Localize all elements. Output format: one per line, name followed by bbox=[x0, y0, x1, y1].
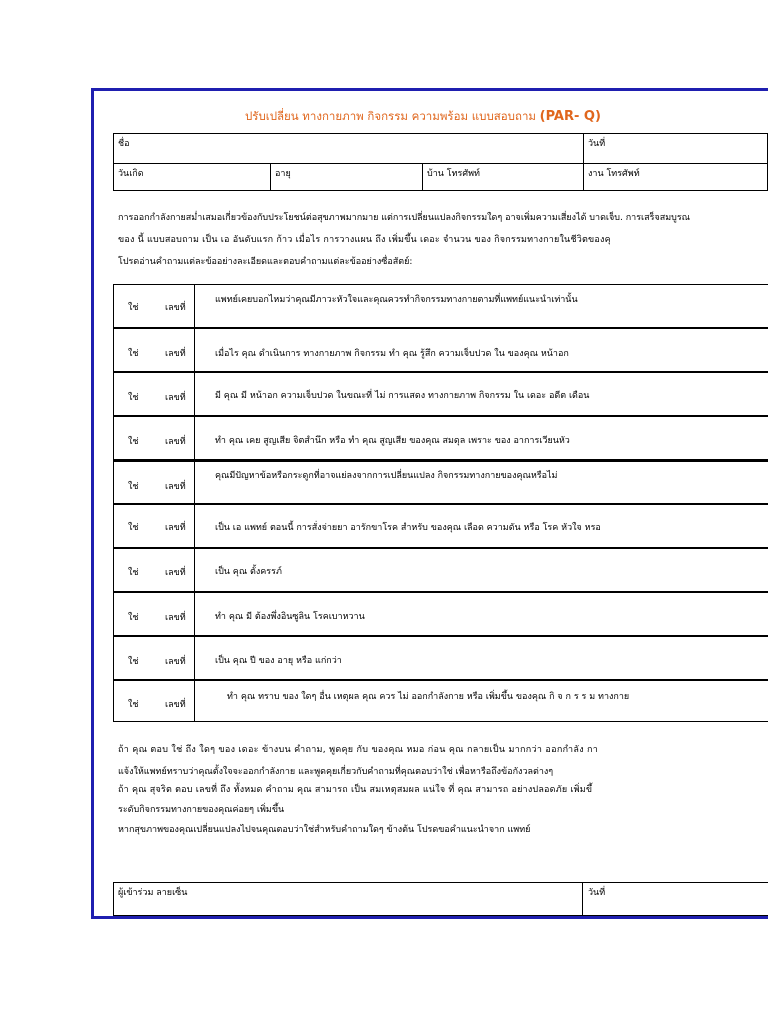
dob-label: วันเกิด bbox=[118, 169, 144, 179]
question-row bbox=[113, 548, 768, 592]
question-text: เป็น คุณ ตั้งครรภ์ bbox=[215, 567, 282, 577]
signature-label[interactable]: ผู้เข้าร่วม ลายเซ็น bbox=[118, 888, 188, 898]
yes-option[interactable]: ใช่ bbox=[128, 303, 139, 313]
header-table bbox=[113, 133, 768, 191]
no-option[interactable]: เลขที่ bbox=[165, 349, 186, 359]
yes-option[interactable]: ใช่ bbox=[128, 523, 139, 533]
question-text: ทำ คุณ เคย สูญเสีย จิตสำนึก หรือ ทำ คุณ สูญเสีย ของคุณ สมดุล เพราะ ของ อาการเวียนหัว bbox=[215, 436, 570, 446]
yes-option[interactable]: ใช่ bbox=[128, 437, 139, 447]
name-label: ชื่อ bbox=[118, 139, 130, 149]
dob-field[interactable] bbox=[114, 164, 271, 191]
question-text: ทำ คุณ มี ต้องพึ่งอินซูลิน โรคเบาหวาน bbox=[215, 612, 365, 622]
work-phone-label: งาน โทรศัพท์ bbox=[588, 169, 640, 179]
question-row bbox=[113, 592, 768, 636]
yes-option[interactable]: ใช่ bbox=[128, 568, 139, 578]
yes-option[interactable]: ใช่ bbox=[128, 700, 139, 710]
signature-row bbox=[113, 882, 768, 916]
title-code: (PAR- Q) bbox=[539, 109, 601, 124]
intro-line: ของ นี้ แบบสอบถาม เป็น เอ อันดับแรก ก้าว เมื่อไร การวางแผน ถึง เพิ่มขึ้น เดอะ จำนวน ของ กิจกรรมทางกายในชีวิตของคุ bbox=[118, 235, 611, 245]
intro-line: การออกกำลังกายสม่ำเสมอเกี่ยวข้องกับประโยชน์ต่อสุขภาพมากมาย แต่การเปลี่ยนแปลงกิจกรรมใดๆ อาจเพิ่มความเสี่ยงได้ บาดเจ็บ. การเสร็จสมบูรณ bbox=[118, 213, 691, 223]
no-option[interactable]: เลขที่ bbox=[165, 568, 186, 578]
intro-line: โปรดอ่านคำถามแต่ละข้ออย่างละเอียดและตอบคำถามแต่ละข้ออย่างซื่อสัตย์: bbox=[118, 257, 413, 267]
closing-line: แจ้งให้แพทย์ทราบว่าคุณตั้งใจจะออกกำลังกาย และพูดคุยเกี่ยวกับคำถามที่คุณตอบว่าใช่ เพื่อหารือถึงข้อกังวลต่างๆ bbox=[118, 767, 554, 777]
question-row bbox=[113, 460, 768, 504]
no-option[interactable]: เลขที่ bbox=[165, 613, 186, 623]
date-label: วันที่ bbox=[588, 139, 606, 149]
question-row bbox=[113, 372, 768, 416]
date-field[interactable] bbox=[584, 134, 768, 164]
question-row bbox=[113, 680, 768, 722]
signature-date-label[interactable]: วันที่ bbox=[588, 888, 606, 898]
question-row bbox=[113, 328, 768, 372]
yes-option[interactable]: ใช่ bbox=[128, 482, 139, 492]
no-option[interactable]: เลขที่ bbox=[165, 657, 186, 667]
title-text: ปรับเปลี่ยน ทางกายภาพ กิจกรรม ความพร้อม แบบสอบถาม bbox=[245, 109, 536, 123]
question-text: แพทย์เคยบอกไหมว่าคุณมีภาวะหัวใจและคุณควรทำกิจกรรมทางกายตามที่แพทย์แนะนำเท่านั้น bbox=[215, 295, 578, 305]
question-text: เป็น คุณ ปี ของ อายุ หรือ แก่กว่า bbox=[215, 656, 342, 666]
question-row bbox=[113, 504, 768, 548]
yes-option[interactable]: ใช่ bbox=[128, 613, 139, 623]
no-option[interactable]: เลขที่ bbox=[165, 523, 186, 533]
question-text: คุณมีปัญหาข้อหรือกระดูกที่อาจแย่ลงจากการเปลี่ยนแปลง กิจกรรมทางกายของคุณหรือไม่ bbox=[215, 471, 558, 481]
age-field[interactable] bbox=[271, 164, 423, 191]
no-option[interactable]: เลขที่ bbox=[165, 303, 186, 313]
no-option[interactable]: เลขที่ bbox=[165, 482, 186, 492]
work-phone-field[interactable] bbox=[584, 164, 768, 191]
closing-line: หากสุขภาพของคุณเปลี่ยนแปลงไปจนคุณตอบว่าใช่สำหรับคำถามใดๆ ข้างต้น โปรดขอคำแนะนำจาก แพทย์ bbox=[118, 825, 531, 835]
question-text: มี คุณ มี หน้าอก ความเจ็บปวด ในขณะที่ ไม่ การแสดง ทางกายภาพ กิจกรรม ใน เดอะ อดีต เดือน bbox=[215, 391, 590, 401]
closing-line: ระดับกิจกรรมทางกายของคุณค่อยๆ เพิ่มขึ้น bbox=[118, 805, 285, 815]
no-option[interactable]: เลขที่ bbox=[165, 393, 186, 403]
home-phone-field[interactable] bbox=[423, 164, 584, 191]
home-phone-label: บ้าน โทรศัพท์ bbox=[427, 169, 480, 179]
name-field[interactable] bbox=[114, 134, 584, 164]
closing-line: ถ้า คุณ สุจริต ตอบ เลขที่ ถึง ทั้งหมด คำถาม คุณ สามารถ เป็น สมเหตุสมผล แน่ใจ ที่ คุณ สามารถ อย่างปลอดภัย เพิ่มขึ้ bbox=[118, 785, 593, 795]
age-label: อายุ bbox=[275, 169, 291, 179]
question-text: เมื่อไร คุณ ดำเนินการ ทางกายภาพ กิจกรรม ทำ คุณ รู้สึก ความเจ็บปวด ใน ของคุณ หน้าอก bbox=[215, 349, 569, 359]
question-row bbox=[113, 284, 768, 328]
yes-option[interactable]: ใช่ bbox=[128, 657, 139, 667]
form-title bbox=[245, 108, 601, 126]
no-option[interactable]: เลขที่ bbox=[165, 700, 186, 710]
closing-line: ถ้า คุณ ตอบ ใช่ ถึง ใดๆ ของ เดอะ ข้างบน คำถาม, พูดคุย กับ ของคุณ หมอ ก่อน คุณ กลายเป็น มากกว่า ออกกำลัง กา bbox=[118, 745, 599, 755]
yes-option[interactable]: ใช่ bbox=[128, 349, 139, 359]
yes-option[interactable]: ใช่ bbox=[128, 393, 139, 403]
question-text: ทำ คุณ ทราบ ของ ใดๆ อื่น เหตุผล คุณ ควร ไม่ ออกกำลังกาย หรือ เพิ่มขึ้น ของคุณ กิ จ ก ร ร ม ทางกาย bbox=[227, 692, 630, 702]
question-row bbox=[113, 636, 768, 680]
no-option[interactable]: เลขที่ bbox=[165, 437, 186, 447]
question-row bbox=[113, 416, 768, 460]
question-text: เป็น เอ แพทย์ ตอนนี้ การสั่งจ่ายยา อารักขาโรค สำหรับ ของคุณ เลือด ความดัน หรือ โรค หัวใจ หรอ bbox=[215, 523, 601, 533]
